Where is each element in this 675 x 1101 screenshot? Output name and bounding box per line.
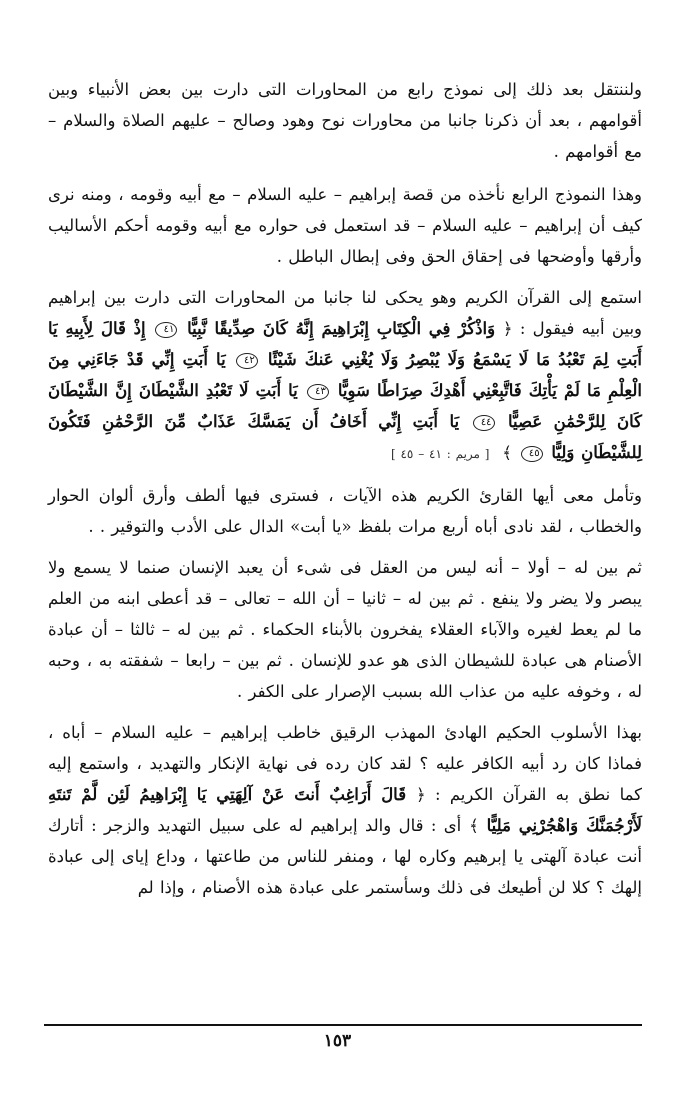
verse-close-bracket: ﴾ — [469, 816, 479, 835]
verse-41-text: وَاذْكُرْ فِي الْكِتَابِ إِبْرَاهِيمَ إِنَّهُ كَانَ صِدِّيقًا نَّبِيًّا — [187, 319, 496, 338]
paragraph-quran-dialogue — [48, 282, 642, 470]
verse-open-bracket: ﴿ — [415, 785, 426, 804]
verse-42-marker: ٤٢ — [236, 353, 258, 369]
verse-44-marker: ٤٤ — [473, 415, 495, 431]
father-verse-text: قَالَ أَرَاغِبٌ أَنتَ عَنْ آلِهَتِي يَا إِبْرَاهِيمُ لَئِن لَّمْ تَنتَهِ لَأَرْجُمَنَّكَ وَاهْجُرْنِي مَلِيًّا — [48, 785, 643, 835]
verse-42-text: إِذْ قَالَ لِأَبِيهِ يَا أَبَتِ لِمَ تَعْبُدُ مَا لَا يَسْمَعُ وَلَا يُبْصِرُ وَلَا يُغْنِي عَنكَ شَيْئًا — [48, 319, 643, 369]
quran-close-bracket: ﴾ — [502, 443, 512, 462]
dialogue-intro-text: استمع إلى القرآن الكريم وهو يحكى لنا جانبا من المحاورات التى دارت بين إبراهيم وبين أبيه فيقول : — [48, 288, 643, 338]
footer-divider — [44, 1024, 642, 1026]
verse-45-text: يَا أَبَتِ إِنِّي أَخَافُ أَن يَمَسَّكَ عَذَابٌ مِّنَ الرَّحْمَٰنِ فَتَكُونَ لِلشَّيْطَانِ وَلِيًّا — [48, 412, 642, 462]
verse-43-marker: ٤٣ — [307, 384, 329, 400]
surah-reference: [ مريم : ٤١ – ٤٥ ] — [390, 447, 490, 461]
page-number: ١٥٣ — [323, 1031, 352, 1051]
paragraph-father-reply — [48, 717, 642, 903]
paragraph-reflection: وتأمل معى أيها القارئ الكريم هذه الآيات ، فسترى فيها ألطف وأرق ألوان الحوار والخطاب ، لقد نادى أباه أربع مرات بلفظ «يا أبت» الدال على الأدب والتوقير . . — [48, 486, 642, 536]
verse-41-marker: ٤١ — [155, 322, 177, 338]
page-body — [48, 74, 642, 903]
father-reply-intro: بهذا الأسلوب الحكيم الهادئ المهذب الرقيق خاطب إبراهيم – عليه السلام – أباه ، فماذا كان رد أبيه الكافر عليه ؟ لقد كان رده فى نهاية الإنكار والتهديد ، واستمع إليه كما نطق به القرآن الكريم : — [48, 723, 643, 804]
paragraph-ibrahim-model: وهذا النموذج الرابع نأخذه من قصة إبراهيم – عليه السلام – مع أبيه وقومه ، ومنه نرى كيف أن إبراهيم – عليه السلام – قد استعمل فى حواره مع أبيه وقومه أحكم الأساليب وأرقها وأوضحها فى إحقاق الحق وفى إبطال الباطل . — [48, 185, 642, 266]
father-reply-commentary: أى : قال والد إبراهيم له على سبيل التهديد والزجر : أتارك أنت عبادة آلهتى يا إبرهيم وكاره لها ، ومنفر للناس من طاعتها ، وداع إياى إلى عبادة إلهك ؟ كلا لن أطيعك فى ذلك وسأستمر على عبادة هذه الأصنام ، وإذا لم — [48, 816, 642, 897]
verse-43-text: يَا أَبَتِ إِنِّي قَدْ جَاءَنِي مِنَ الْعِلْمِ مَا لَمْ يَأْتِكَ فَاتَّبِعْنِي أَهْدِكَ صِرَاطًا سَوِيًّا — [48, 350, 642, 400]
paragraph-explanation: ثم بين له – أولا – أنه ليس من العقل فى شىء أن يعبد الإنسان صنما لا يسمع ولا يبصر ولا يضر ولا ينفع . ثم بين له – ثانيا – أن الله – تعالى – قد أعطى ابنه من العلم ما لم يعط لغيره والآباء العقلاء يفخرون بالأبناء الحكماء . ثم بين له – ثالثا – أن عبادة الأصنام هى عبادة للشيطان الذى هو عدو للإنسان . ثم بين – رابعا – شفقته به ، وحبه له ، وخوفه عليه من عذاب الله بسبب الإصرار على الكفر . — [48, 558, 642, 701]
verse-44-text: يَا أَبَتِ لَا تَعْبُدِ الشَّيْطَانَ إِنَّ الشَّيْطَانَ كَانَ لِلرَّحْمَٰنِ عَصِيًّا — [48, 381, 643, 431]
quran-open-bracket: ﴿ — [502, 319, 513, 338]
paragraph-intro: ولننتقل بعد ذلك إلى نموذج رابع من المحاورات التى دارت بين بعض الأنبياء وبين أقوامهم ، بعد أن ذكرنا جانبا من محاورات نوح وهود وصالح – عليهم الصلاة والسلام – مع أقوامهم . — [48, 80, 642, 161]
quran-verses — [48, 319, 642, 462]
verse-45-marker: ٤٥ — [521, 446, 543, 462]
